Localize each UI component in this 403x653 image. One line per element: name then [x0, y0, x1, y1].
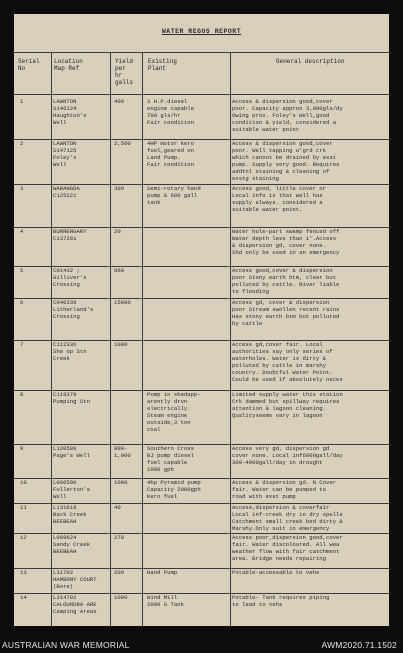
- description-cell: Access good, little cover or Local info is that well has supply always. considered a suitable water point.: [232, 186, 326, 213]
- header-yield: Yield per hr galls: [115, 58, 134, 86]
- description-cell: Access,dispersion & coverfair Local inf-creek dry in dry spells Catchment small creek bed dirty & Marshy.Only suit in emergency: [232, 505, 343, 532]
- row-separator: [14, 298, 389, 299]
- plant-cell: Southern Cross BJ pump diesel fuel capable 1000 gph: [147, 446, 194, 473]
- yield-cell: [114, 392, 140, 443]
- plant-cell: Semi-rotary hand pump & 600 gall tank: [147, 186, 201, 206]
- description-cell: Potable-accessable to vehs: [232, 570, 320, 576]
- plant-cell: Wind Mill 2000 G Tank: [147, 595, 184, 608]
- yield-cell: 40: [114, 505, 121, 511]
- location-cell: L131618 Back Creek BEEBEAH: [53, 505, 87, 525]
- location-cell: L314702 CALOUNDRA ARE Camping Areas: [53, 595, 97, 615]
- yield-cell: 300: [114, 186, 125, 192]
- catalogue-number: AWM2020.71.1502: [321, 640, 397, 650]
- row-separator: [14, 390, 389, 391]
- serial-cell: 3: [20, 186, 24, 192]
- yield-cell: 15000: [114, 300, 131, 306]
- header-description: General description: [276, 58, 345, 65]
- plant-cell: [147, 535, 229, 567]
- description-cell: Access gd, cover & dispersion poor Stream swollen recent rains Has stony earth btm but polluted by cattle: [232, 300, 340, 327]
- yield-cell: 400: [114, 99, 125, 105]
- yield-cell: 1000: [114, 342, 128, 348]
- location-cell: WARANGDA C125221: [53, 186, 80, 199]
- column-divider: [230, 52, 231, 626]
- plant-cell: [147, 300, 229, 339]
- location-cell: L120586 Page's Well: [53, 446, 90, 459]
- table-top-border: [14, 52, 389, 53]
- description-cell: Potable- Tank requires piping to lead to vehs: [232, 595, 330, 608]
- serial-cell: 2: [20, 141, 24, 147]
- location-cell: C01432 ; Gilliver's Crossing: [53, 268, 87, 288]
- row-separator: [14, 533, 389, 534]
- plant-cell: 4hp Pyramid pump Capacity 2000gph Kero fuel: [147, 480, 201, 500]
- column-divider: [142, 52, 143, 626]
- row-separator: [14, 503, 389, 504]
- header-plant: Existing Plant: [148, 58, 177, 72]
- row-separator: [14, 444, 389, 445]
- description-cell: Access gd,cover fair. Local authorities say only series of waterholes. Water is dirty & polluted by cattle in marshy country. Doubtful Water Point. Could be used if absolutely neces: [232, 342, 343, 383]
- location-cell: C046336 Litherland's Crossing: [53, 300, 94, 320]
- serial-cell: 12: [20, 535, 27, 541]
- description-cell: Access & dispersion good,cover poor. Well tapping u'grd crk which cannot be drained by exst pump. Supply very good. Requires addtnl staining & cleaning of exstg staining: [232, 141, 340, 182]
- row-separator: [14, 478, 389, 479]
- description-cell: Access & dispersion gd. N Cover fair. Water can be pumped to road with exst pump: [232, 480, 337, 500]
- description-cell: Access & dispersion good,cover poor. Capacity approx 3,000gls/dy Owing prox. Foley's Well,good condition & yield, considered a suitable water point: [232, 99, 343, 133]
- serial-cell: 14: [20, 595, 27, 601]
- plant-cell: 3 H.P.diesel engine capable 700 gls/hr Fair condition: [147, 99, 194, 126]
- yield-cell: 200: [114, 570, 125, 576]
- plant-cell: 4HP motor kero fuel,geared on Land Pump. Fair condition: [147, 141, 194, 168]
- document-title: WATER REGOS REPORT: [161, 28, 242, 35]
- header-separator: [14, 94, 389, 95]
- serial-cell: 4: [20, 229, 24, 235]
- plant-cell: [147, 505, 229, 532]
- serial-cell: 8: [20, 392, 24, 398]
- yield-cell: 2,500: [114, 141, 131, 147]
- serial-cell: 9: [20, 446, 24, 452]
- yield-cell: 270: [114, 535, 125, 541]
- location-cell: L096590 Fullerton's Well: [53, 480, 90, 500]
- location-cell: L31702 HAMBONY COURT (Bore): [53, 570, 97, 590]
- location-cell: L089624 Sandy Creek BEEBEAH: [53, 535, 90, 555]
- row-separator: [14, 139, 389, 140]
- document-page: [14, 14, 389, 626]
- location-cell: LAWNTON S147125 Foley's Well: [53, 141, 77, 168]
- location-cell: C119379 Pumping Stn: [53, 392, 90, 405]
- column-divider: [110, 52, 111, 626]
- yield-cell: 1000: [114, 480, 128, 486]
- description-cell: Water hole-part swamp fenced off Water depth less than 1'.Access & dispersion gd, cover none. Shd only be used in an emergency: [232, 229, 340, 256]
- header-location: Location Map Ref: [54, 58, 83, 72]
- serial-cell: 10: [20, 480, 27, 486]
- yield-cell: 800- 1,000: [114, 446, 131, 459]
- plant-cell: [147, 268, 229, 297]
- row-separator: [14, 227, 389, 228]
- location-cell: C112336 She op Stn Creek: [53, 342, 87, 362]
- yield-cell: 20: [114, 229, 121, 235]
- yield-cell: 960: [114, 268, 125, 274]
- header-serial: Serial No: [18, 58, 40, 72]
- description-cell: Access poor,dispersion good,cover fair. Water discoloured. All wea weather flow with fair catchment area. Bridge needs repairing: [232, 535, 343, 562]
- serial-cell: 6: [20, 300, 24, 306]
- row-separator: [14, 568, 389, 569]
- serial-cell: 1: [20, 99, 24, 105]
- plant-cell: Hand Pump: [147, 570, 178, 576]
- plant-cell: Pump in shedapp- arently drvn electrically. Steam engine outside,3 ton coal: [147, 392, 201, 433]
- serial-cell: 5: [20, 268, 24, 274]
- serial-cell: 11: [20, 505, 27, 511]
- description-cell: Limited supply water this station Crk dammed but spillway requires attention & lagoon cleaning. Qualityseems vary in lagoon: [232, 392, 343, 419]
- row-separator: [14, 340, 389, 341]
- yield-cell: 1000: [114, 595, 128, 601]
- archive-credit: AUSTRALIAN WAR MEMORIAL: [2, 640, 130, 650]
- location-cell: LAWNTON S146124 Haughton's Well: [53, 99, 87, 126]
- plant-cell: [147, 342, 229, 389]
- description-cell: Access very gd, dispersion gd cover none. Local inf6000gall/day 300-4000gall/day in drought: [232, 446, 343, 466]
- row-separator: [14, 593, 389, 594]
- location-cell: BURRENGARY C137281: [53, 229, 87, 242]
- serial-cell: 13: [20, 570, 27, 576]
- plant-cell: [147, 229, 229, 265]
- row-separator: [14, 184, 389, 185]
- row-separator: [14, 266, 389, 267]
- description-cell: Access good,cover & dispersion poor Stony earth btm, clear but polluted by cattle. River liable to flooding: [232, 268, 340, 295]
- serial-cell: 7: [20, 342, 24, 348]
